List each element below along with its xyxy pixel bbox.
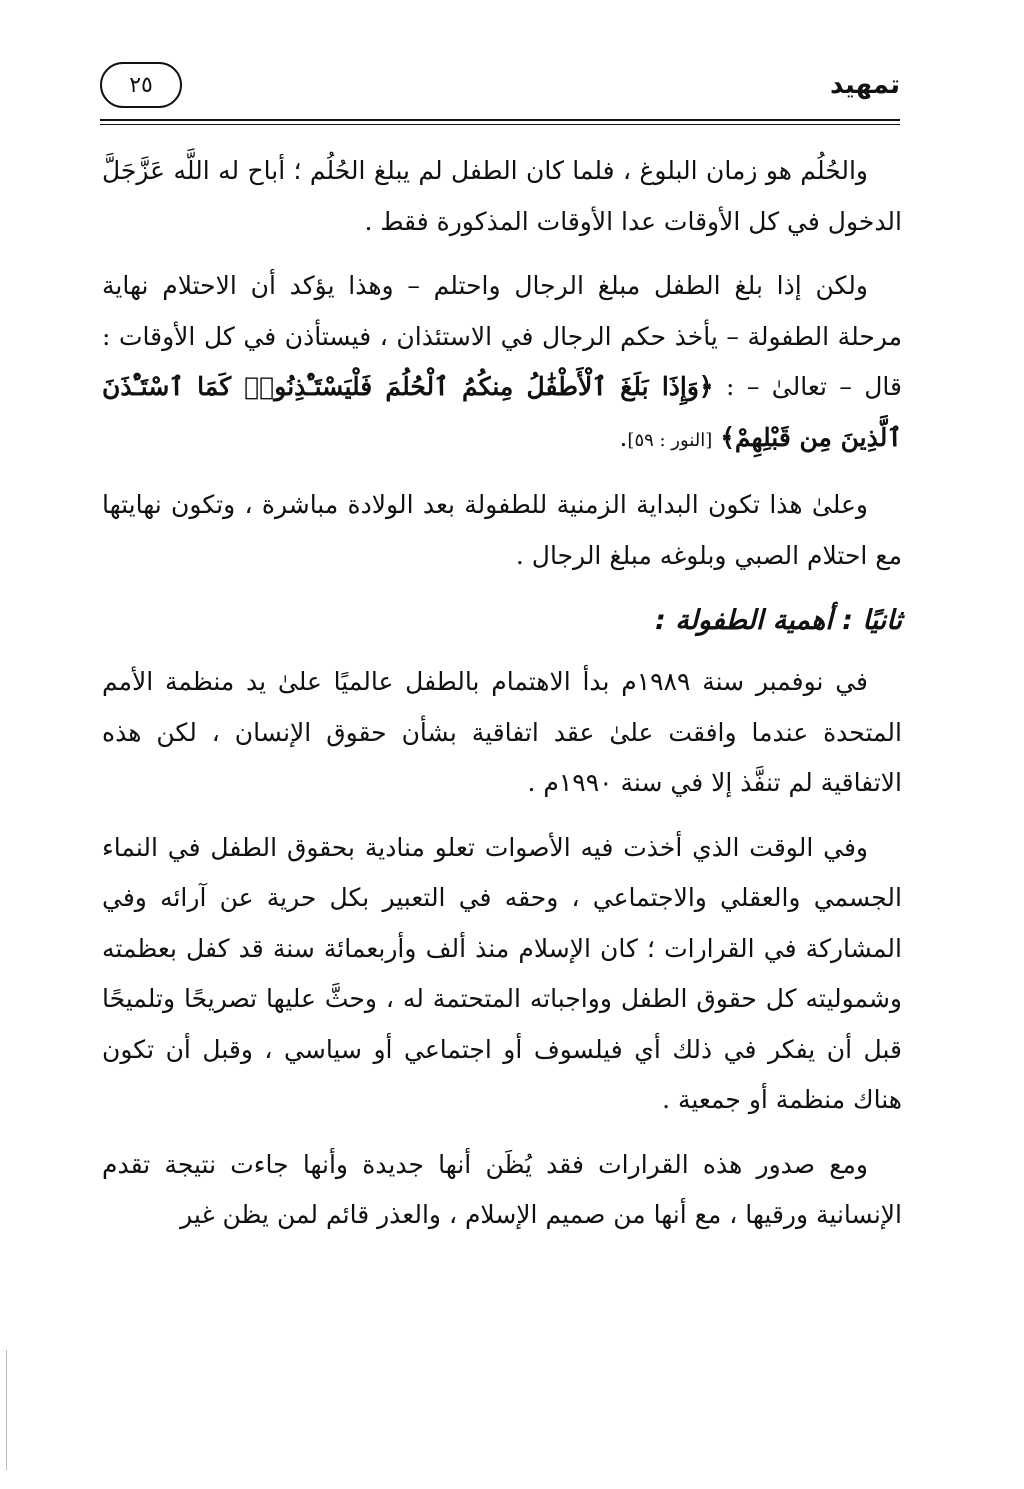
paragraph-2-text: ولكن إذا بلغ الطفل مبلغ الرجال واحتلم – وهذا يؤكد أن الاحتلام نهاية مرحلة الطفولة – يأخذ حكم الرجال في الاستئذان ، فيستأذن في كل الأوقات : قال – تعالىٰ – : [102, 271, 902, 401]
page-header [100, 58, 900, 120]
page-number: ٢٥ [100, 62, 182, 108]
paragraph-5: وفي الوقت الذي أخذت فيه الأصوات تعلو منادية بحقوق الطفل في النماء الجسمي والعقلي والاجتماعي ، وحقه في التعبير بكل حرية عن آرائه وفي المشاركة في القرارات ؛ كان الإسلام منذ ألف وأربعمائة سنة قد كفل بعظمته وشموليته كل حقوق الطفل وواجباته المتحتمة له ، وحثَّ عليها تصريحًا وتلميحًا قبل أن يفكر في ذلك أي فيلسوف أو اجتماعي أو سياسي ، وقبل أن تكون هناك منظمة أو جمعية . [102, 832, 902, 1114]
paragraph-4: في نوفمبر سنة ١٩٨٩م بدأ الاهتمام بالطفل عالميًا علىٰ يد منظمة الأمم المتحدة عندما وافقت علىٰ عقد اتفاقية بشأن حقوق الإنسان ، لكن هذه الاتفاقية لم تنفَّذ إلا في سنة ١٩٩٠م . [102, 667, 902, 797]
paragraph-1: والحُلُم هو زمان البلوغ ، فلما كان الطفل لم يبلغ الحُلُم ؛ أباح له اللَّه عَزَّجَلَّ الدخول في كل الأوقات عدا الأوقات المذكورة فقط . [102, 156, 902, 236]
paragraph-3: وعلىٰ هذا تكون البداية الزمنية للطفولة بعد الولادة مباشرة ، وتكون نهايتها مع احتلام الصبي وبلوغه مبلغ الرجال . [102, 490, 902, 570]
chapter-title: تمهيد [830, 70, 900, 100]
header-rule-thin [100, 124, 900, 125]
section-heading: ثانيًا : أهمية الطفولة : [655, 605, 902, 636]
paragraph-2-end: . [619, 422, 628, 452]
quran-verse: ﴿وَإِذَا بَلَغَ ٱلْأَطْفَٰلُ مِنكُمُ ٱلْحُلُمَ فَلْيَسْتَـْٔذِنُوا۟ كَمَا ٱسْتَـْٔذَنَ ٱلَّذِينَ مِن قَبْلِهِمْ﴾ [102, 372, 902, 452]
verse-reference: [النور : ٥٩] [627, 429, 713, 451]
paragraph-6: ومع صدور هذه القرارات فقد يُظَن أنها جديدة وأنها جاءت نتيجة تقدم الإنسانية ورقيها ، مع أنها من صميم الإسلام ، والعذر قائم لمن يظن غير [102, 1149, 902, 1229]
header-rule-thick [100, 119, 900, 121]
paragraph-2 [102, 261, 902, 466]
page-body [102, 146, 902, 1255]
scan-edge-line [6, 1350, 7, 1470]
